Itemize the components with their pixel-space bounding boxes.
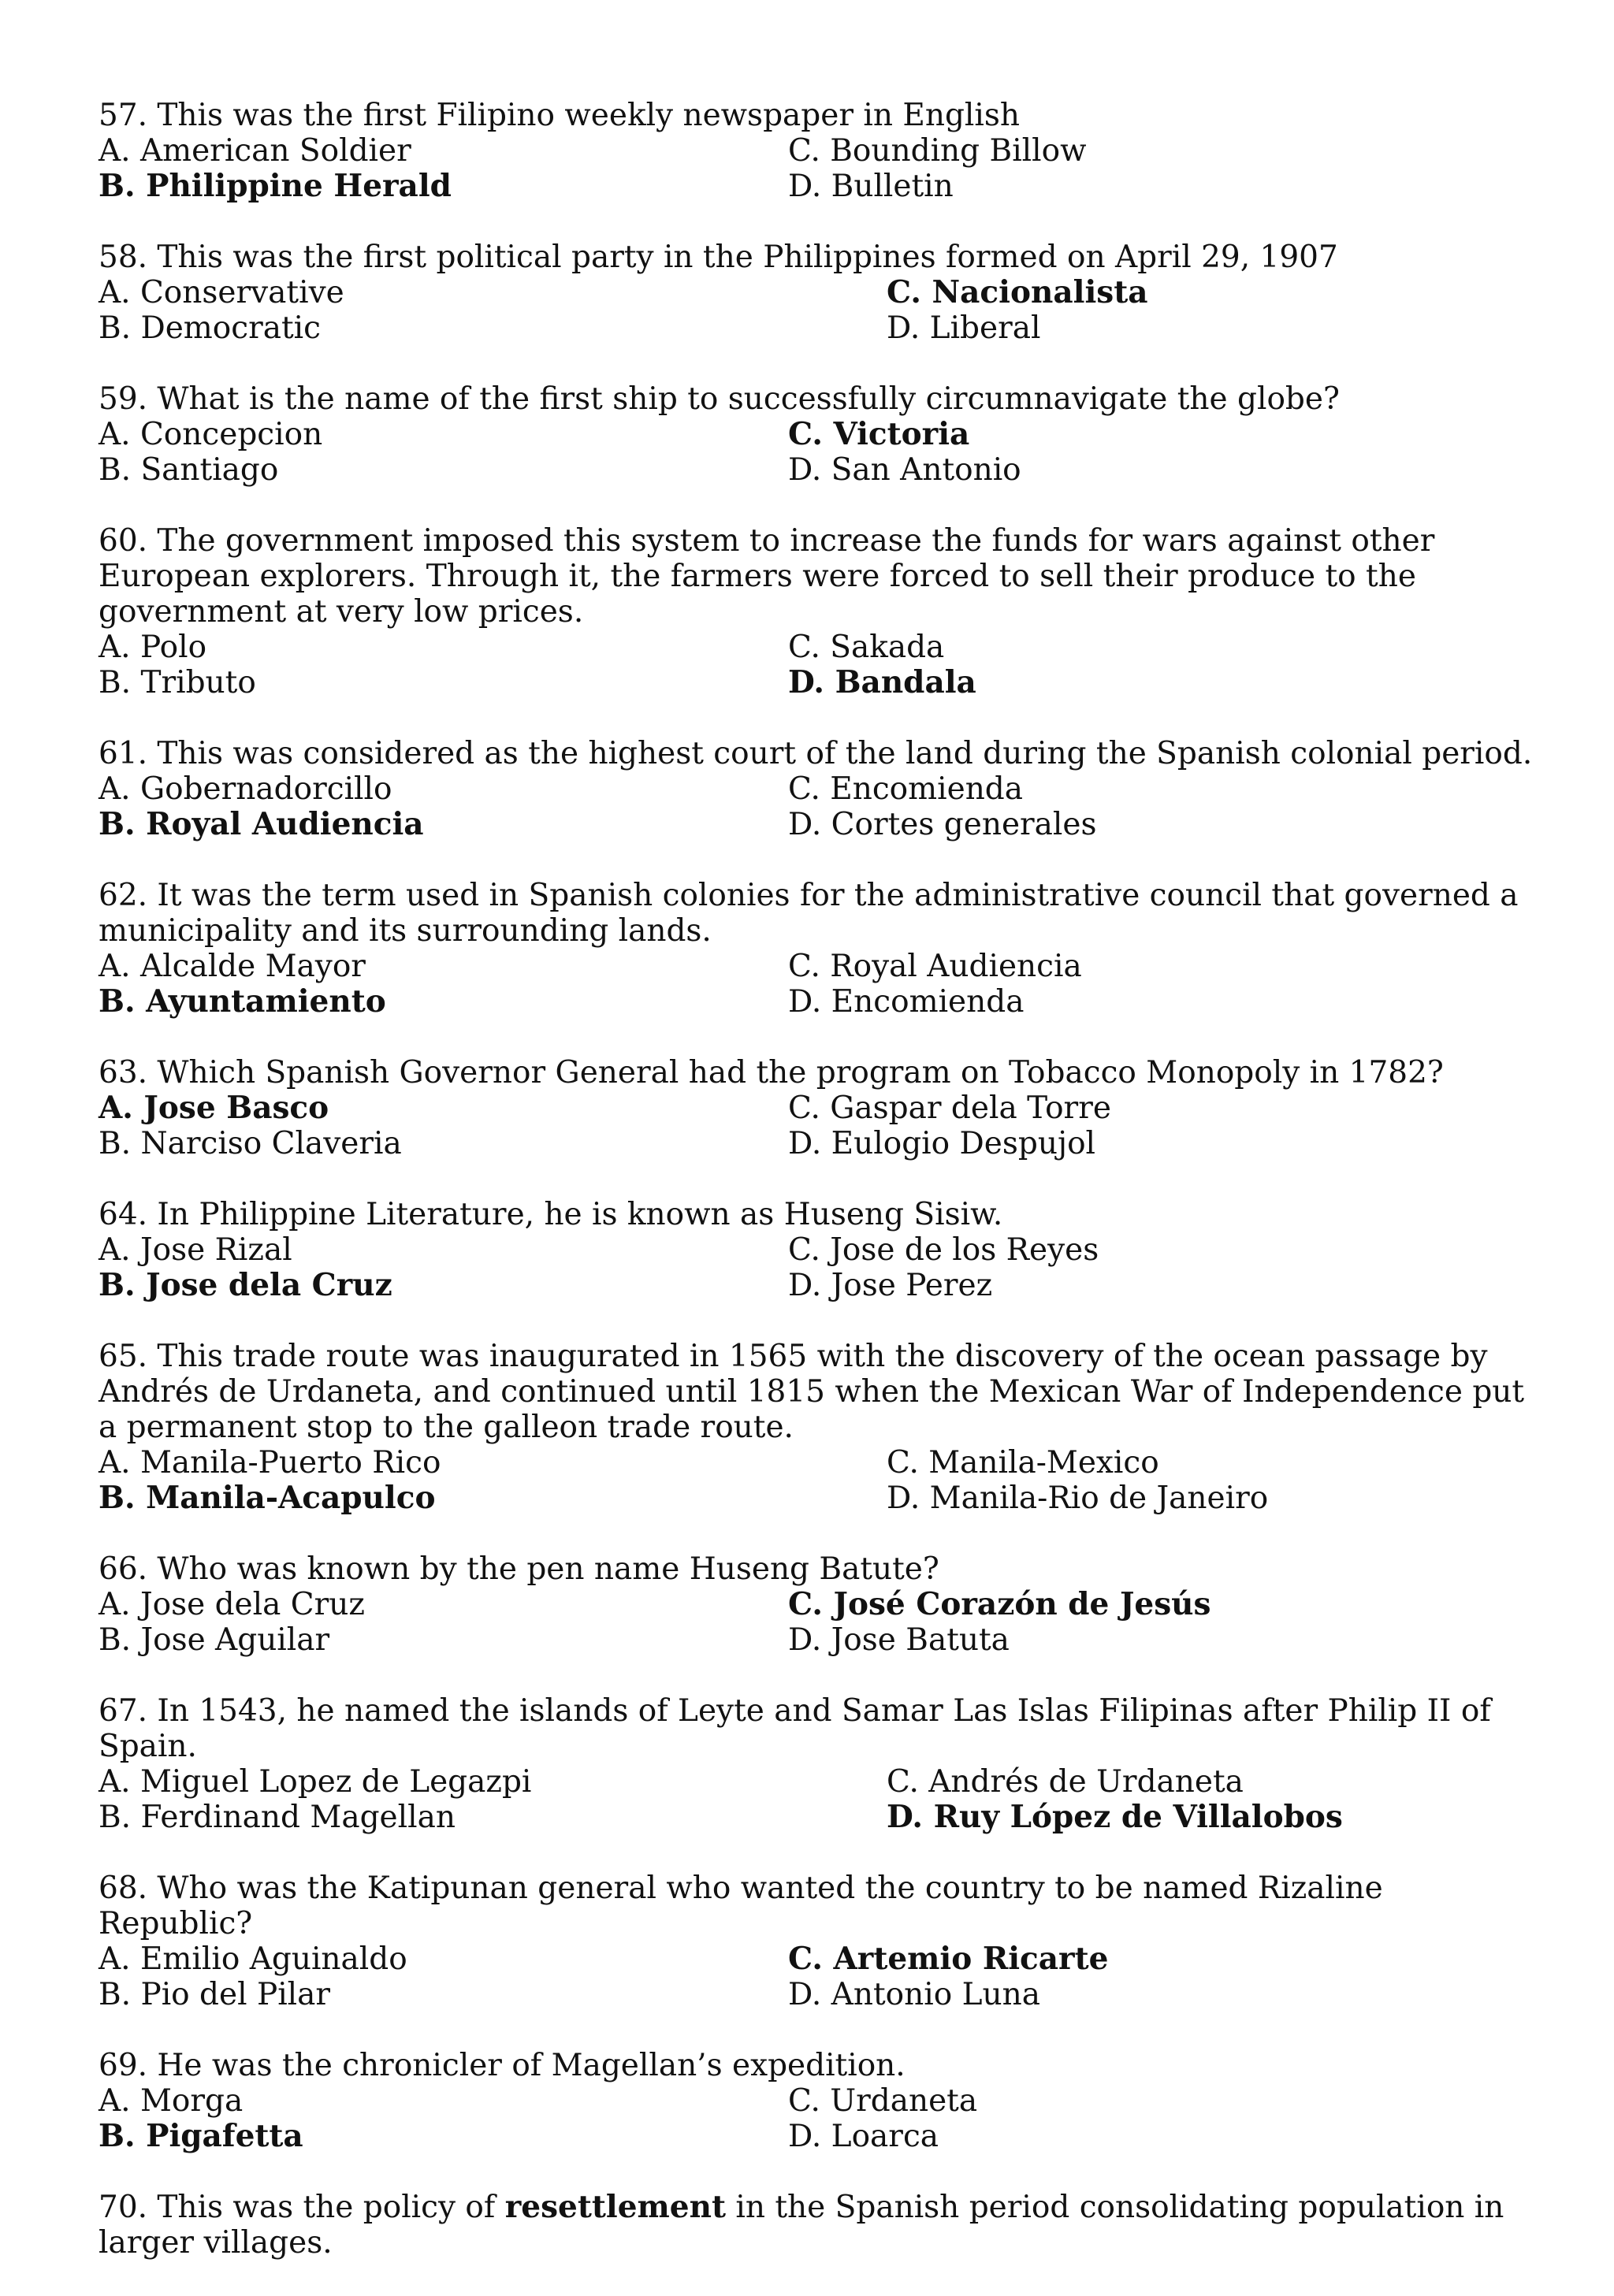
option-b: B. Ferdinand Magellan: [99, 1800, 456, 1835]
question-62: [99, 878, 1533, 1020]
option-a: A. Jose Rizal: [99, 1232, 292, 1268]
question-70: [99, 2190, 1533, 2261]
option-row: [99, 984, 1533, 1020]
question-stem: 57. This was the first Filipino weekly newspaper in English: [99, 98, 1020, 133]
option-row: [99, 1941, 1533, 1977]
option-row: [99, 630, 1533, 665]
question-64: [99, 1197, 1533, 1303]
option-c-correct: C. José Corazón de Jesús: [788, 1586, 1211, 1622]
option-row: [99, 807, 1533, 842]
option-row: [99, 1481, 1533, 1516]
option-row: [99, 1800, 1533, 1835]
option-c-correct: C. Victoria: [788, 416, 970, 452]
option-row: [99, 1126, 1533, 1161]
option-row: [99, 2083, 1533, 2119]
option-d: D. Manila-Rio de Janeiro: [887, 1481, 1269, 1516]
question-65: [99, 1339, 1533, 1516]
question-stem: 69. He was the chronicler of Magellan’s expedition.: [99, 2048, 906, 2083]
option-row: [99, 1977, 1533, 2012]
option-row: [99, 169, 1533, 204]
question-57: [99, 98, 1533, 204]
question-stem: 62. It was the term used in Spanish colonies for the administrative council that governed a municipality and its surrounding lands.: [99, 878, 1519, 949]
question-63: [99, 1055, 1533, 1161]
option-row: [99, 1090, 1533, 1126]
option-c: C. Gaspar dela Torre: [788, 1090, 1111, 1126]
question-stem: 61. This was considered as the highest court of the land during the Spanish colonial period.: [99, 736, 1533, 771]
option-a: A. Manila-Puerto Rico: [99, 1445, 441, 1481]
option-row: [99, 949, 1533, 984]
option-b-correct: B. Manila-Acapulco: [99, 1480, 436, 1516]
question-61: [99, 736, 1533, 842]
option-row: [99, 452, 1533, 488]
option-d: D. Cortes generales: [788, 807, 1097, 842]
question-stem: 64. In Philippine Literature, he is known as Huseng Sisiw.: [99, 1197, 1003, 1232]
option-d: D. Encomienda: [788, 984, 1025, 1020]
option-b: B. Jose Aguilar: [99, 1622, 330, 1658]
option-b: B. Democratic: [99, 310, 321, 346]
option-b-correct: B. Jose dela Cruz: [99, 1267, 392, 1303]
option-d: D. Jose Perez: [788, 1268, 993, 1303]
stem-emphasis: resettlement: [504, 2189, 726, 2225]
question-stem: 59. What is the name of the first ship to successfully circumnavigate the globe?: [99, 381, 1340, 417]
option-a: A. Alcalde Mayor: [99, 949, 366, 984]
option-c: C. Sakada: [788, 630, 945, 665]
option-a: A. Morga: [99, 2083, 244, 2119]
option-d: D. Liberal: [887, 310, 1041, 346]
stem-text-after: in the Spanish period consolidating population in larger villages.: [99, 2190, 1504, 2261]
option-row: [99, 1268, 1533, 1303]
option-c-correct: C. Artemio Ricarte: [788, 1941, 1109, 1977]
question-69: [99, 2048, 1533, 2154]
option-d: D. Bulletin: [788, 169, 954, 204]
option-row: [99, 665, 1533, 700]
option-d-correct: D. Bandala: [788, 664, 976, 700]
option-a: A. Concepcion: [99, 417, 323, 452]
option-row: [99, 310, 1533, 346]
option-b: B. Tributo: [99, 665, 256, 700]
option-c-correct: C. Nacionalista: [887, 274, 1148, 310]
option-row: [99, 1764, 1533, 1800]
option-b-correct: B. Royal Audiencia: [99, 806, 424, 842]
option-b: B. Narciso Claveria: [99, 1126, 402, 1161]
option-a: A. Miguel Lopez de Legazpi: [99, 1764, 532, 1800]
option-c: C. Urdaneta: [788, 2083, 978, 2119]
option-c: C. Encomienda: [788, 771, 1024, 807]
question-68: [99, 1871, 1533, 2012]
option-b: B. Pio del Pilar: [99, 1977, 331, 2012]
question-stem: 58. This was the first political party in the Philippines formed on April 29, 1907: [99, 240, 1338, 275]
option-b-correct: B. Ayuntamiento: [99, 983, 386, 1020]
option-c: C. Jose de los Reyes: [788, 1232, 1099, 1268]
option-c: C. Manila-Mexico: [887, 1445, 1159, 1481]
option-a: A. Emilio Aguinaldo: [99, 1941, 407, 1977]
option-a: A. Conservative: [99, 275, 344, 310]
option-c: C. Andrés de Urdaneta: [887, 1764, 1244, 1800]
question-60: [99, 523, 1533, 700]
option-row: [99, 417, 1533, 452]
option-row: [99, 1622, 1533, 1658]
option-c: C. Royal Audiencia: [788, 949, 1082, 984]
option-b-correct: B. Philippine Herald: [99, 168, 452, 204]
option-a: A. Gobernadorcillo: [99, 771, 392, 807]
question-67: [99, 1693, 1533, 1835]
question-stem: 66. Who was known by the pen name Huseng Batute?: [99, 1551, 939, 1587]
option-a: A. American Soldier: [99, 133, 411, 169]
option-b-correct: B. Pigafetta: [99, 2118, 303, 2154]
option-row: [99, 133, 1533, 169]
question-stem: 65. This trade route was inaugurated in 1565 with the discovery of the ocean passage by Andrés de Urdaneta, and continued until 1815 when the Mexican War of Independence put a permanent stop to the galleon trade route.: [99, 1339, 1525, 1445]
option-a: A. Jose dela Cruz: [99, 1587, 365, 1622]
option-a-correct: A. Jose Basco: [99, 1090, 329, 1126]
option-row: [99, 275, 1533, 310]
option-row: [99, 1445, 1533, 1481]
question-59: [99, 381, 1533, 488]
question-stem: 63. Which Spanish Governor General had the program on Tobacco Monopoly in 1782?: [99, 1055, 1444, 1090]
option-row: [99, 771, 1533, 807]
option-row: [99, 2119, 1533, 2154]
option-c: C. Bounding Billow: [788, 133, 1087, 169]
option-d-correct: D. Ruy López de Villalobos: [887, 1799, 1343, 1835]
stem-text-before: 70. This was the policy of: [99, 2190, 505, 2225]
question-stem: [99, 2190, 1533, 2261]
question-58: [99, 240, 1533, 346]
option-row: [99, 1232, 1533, 1268]
question-stem: 68. Who was the Katipunan general who wanted the country to be named Rizaline Republic?: [99, 1871, 1383, 1941]
option-d: D. Antonio Luna: [788, 1977, 1040, 2012]
option-d: D. Loarca: [788, 2119, 939, 2154]
question-list: [99, 98, 1533, 2154]
option-d: D. Eulogio Despujol: [788, 1126, 1096, 1161]
question-stem: 67. In 1543, he named the islands of Leyte and Samar Las Islas Filipinas after Philip II of Spain.: [99, 1693, 1491, 1764]
option-row: [99, 1587, 1533, 1622]
question-stem: 60. The government imposed this system to increase the funds for wars against other European explorers. Through it, the farmers were forced to sell their produce to the government at very low prices.: [99, 523, 1435, 630]
option-a: A. Polo: [99, 630, 207, 665]
question-document: [99, 98, 1533, 2296]
option-b: B. Santiago: [99, 452, 279, 488]
option-d: D. San Antonio: [788, 452, 1021, 488]
question-66: [99, 1551, 1533, 1658]
option-d: D. Jose Batuta: [788, 1622, 1010, 1658]
